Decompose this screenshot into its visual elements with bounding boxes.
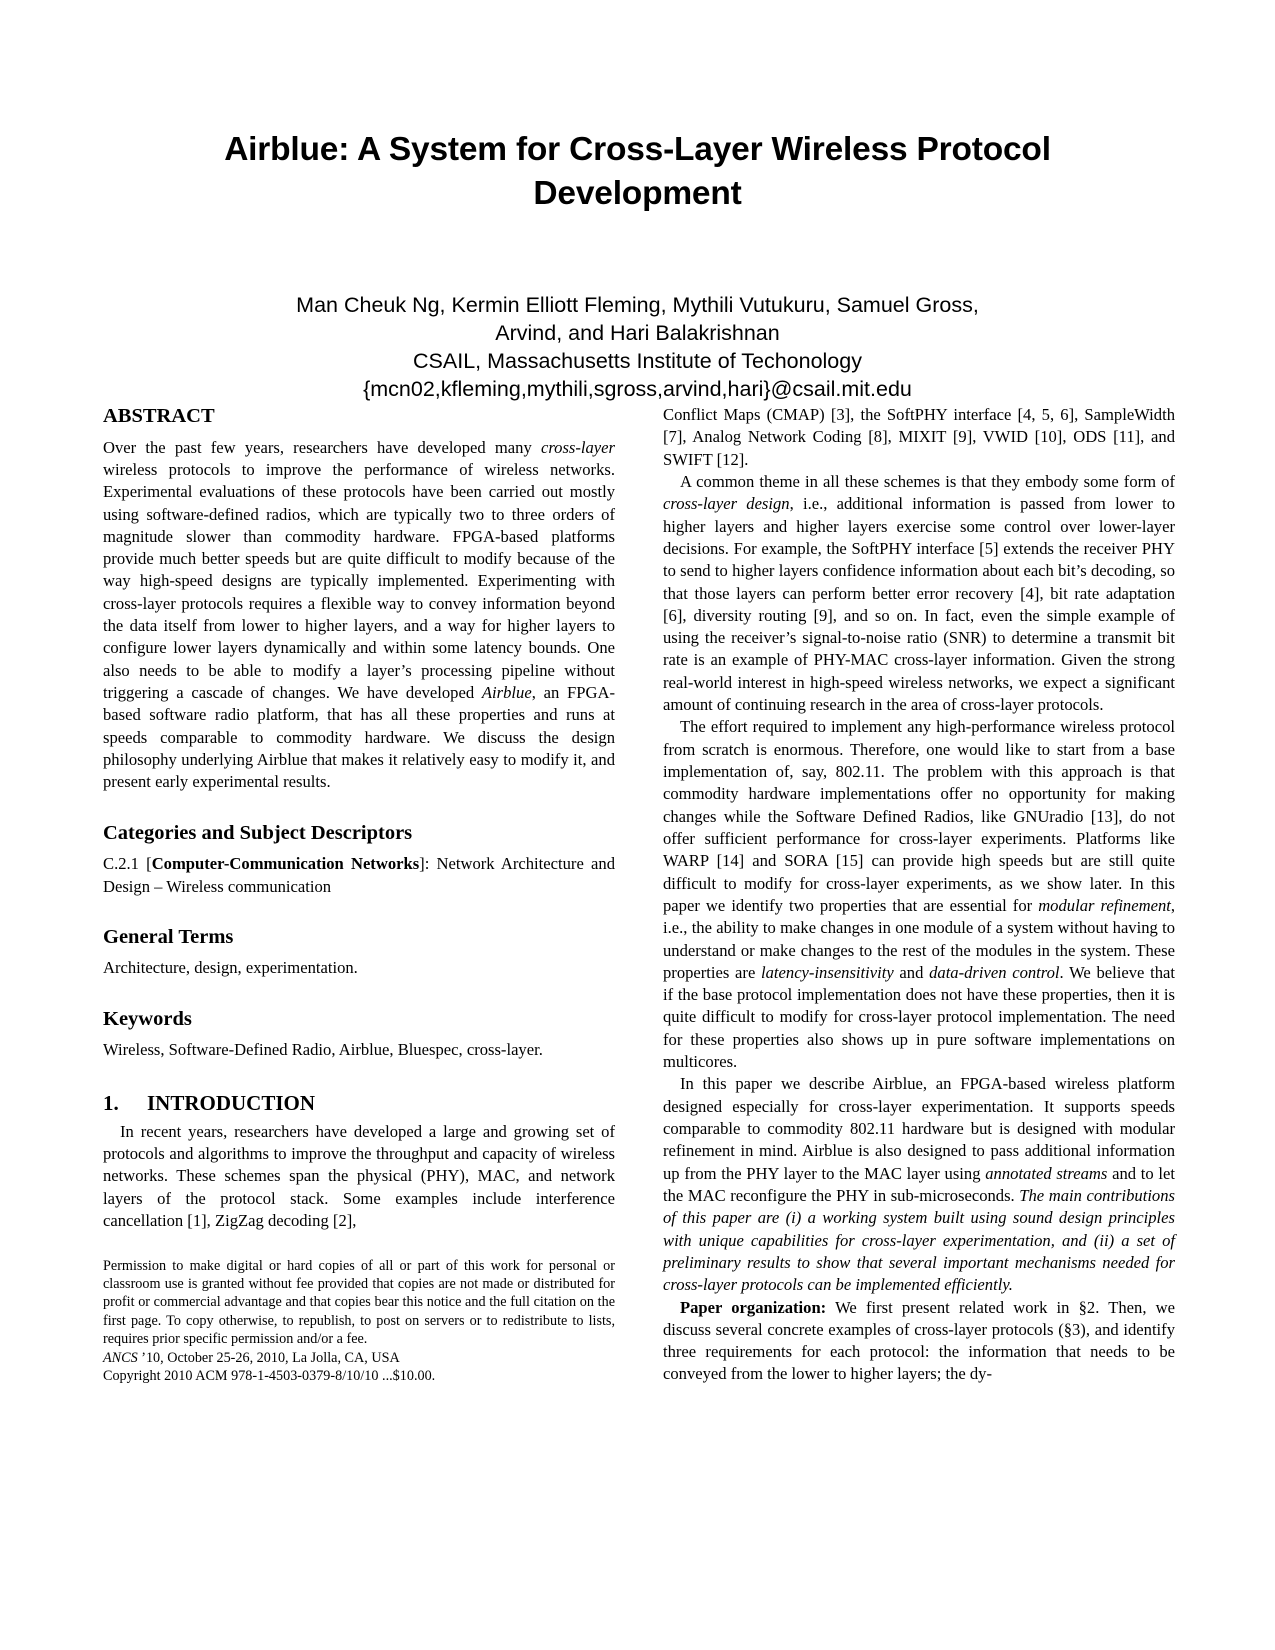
author-line-2: Arvind, and Hari Balakrishnan (495, 320, 780, 345)
introduction-heading (103, 1091, 615, 1116)
general-terms-heading: General Terms (103, 925, 234, 948)
keywords-text: Wireless, Software-Defined Radio, Airblue, Bluespec, cross-layer. (103, 1040, 543, 1060)
author-line-1: Man Cheuk Ng, Kermin Elliott Fleming, Mythili Vutukuru, Samuel Gross, (296, 292, 979, 317)
introduction-paragraph: In recent years, researchers have developed a large and growing set of protocols and algorithms to improve the throughput and capacity of wireless networks. These schemes span the physical (PHY), MAC, and network layers of the protocol stack. Some examples include interference cancellation [1], ZigZag decoding [2], (103, 1121, 615, 1231)
categories-text: C.2.1 [Computer-Communication Networks]: Network Architecture and Design – Wireless communication (103, 854, 615, 896)
copyright-footnote (103, 1253, 615, 1386)
general-terms-text: Architecture, design, experimentation. (103, 958, 358, 978)
title-block (0, 0, 1275, 404)
paragraph-paper-organization: Paper organization: We first present related work in §2. Then, we discuss several concrete examples of cross-layer protocols (§3), and identify three requirements for each protocol: the information that needs to be conveyed from the lower to higher layers; the dy- (663, 1297, 1175, 1384)
section-number: 1. (103, 1090, 119, 1115)
paragraph-effort-required: The effort required to implement any high-performance wireless protocol from scratch is enormous. Therefore, one would like to start from a base implementation of, say, 802.11. The problem with this approach is that commodity hardware implementations offer no opportunity for making changes while the Software Defined Radios, like GNUradio [13], do not offer sufficient performance for cross-layer experiments. Platforms like WARP [14] and SORA [15] can provide high speeds but are still quite difficult to modify for cross-layer experiments, as we show later. In this paper we identify two properties that are essential for modular refinement, i.e., the ability to make changes in one module of a system without having to understand or make changes to the rest of the modules in the system. These properties are latency-insensitivity and data-driven control. We believe that if the base protocol implementation does not have these properties, then it is quite difficult to modify for cross-layer protocol implementation. The need for these properties also shows up in pure software implementations on multicores. (663, 717, 1176, 1072)
paragraph-references-continuation: Conflict Maps (CMAP) [3], the SoftPHY interface [4, 5, 6], SampleWidth [7], Analog Network Coding [8], MIXIT [9], VWID [10], ODS [11], and SWIFT [12]. (663, 405, 1175, 469)
copyright-line: Copyright 2010 ACM 978-1-4503-0379-8/10/10 ...$10.00. (103, 1368, 436, 1385)
left-column (103, 404, 615, 1386)
abstract-heading: ABSTRACT (103, 405, 215, 427)
abstract-text: Over the past few years, researchers have developed many cross-layer wireless protocols to improve the performance of wireless networks. Experimental evaluations of these protocols have been carried out mostly using software-defined radios, which are typically two to three orders of magnitude slower than commodity hardware. FPGA-based platforms provide much better speeds but are quite difficult to modify because of the way high-speed designs are typically implemented. Experimenting with cross-layer protocols requires a flexible way to convey information beyond the data itself from lower to higher layers, and a way for higher layers to configure lower layers dynamically and within some latency bounds. One also needs to be able to modify a layer’s processing pipeline without triggering a cascade of changes. We have developed Airblue, an FPGA-based software radio platform, that has all these properties and runs at speeds comparable to commodity hardware. We discuss the design philosophy underlying Airblue that makes it relatively easy to modify it, and present early experimental results. (103, 437, 615, 792)
permission-notice: Permission to make digital or hard copies of all or part of this work for personal or classroom use is granted without fee provided that copies are not made or distributed for profit or commercial advantage and that copies bear this notice and the full citation on the first page. To copy otherwise, to republish, to post on servers or to redistribute to lists, requires prior specific permission and/or a fee. (103, 1257, 615, 1348)
paragraph-airblue-description: In this paper we describe Airblue, an FPGA-based wireless platform designed especially for cross-layer experimentation. It supports speeds comparable to commodity 802.11 hardware but is designed with modular refinement in mind. Airblue is also designed to pass additional information up from the PHY layer to the MAC layer using annotated streams and to let the MAC reconfigure the PHY in sub-microseconds. The main contributions of this paper are (i) a working system built using sound design principles with unique capabilities for cross-layer experimentation, and (ii) a set of preliminary results to show that several important mechanisms needed for cross-layer protocols can be implemented efficiently. (663, 1074, 1175, 1295)
author-block (148, 216, 1128, 404)
paragraph-common-theme: A common theme in all these schemes is that they embody some form of cross-layer design, i.e., additional information is passed from lower to higher layers and higher layers exercise some control over lower-layer decisions. For example, the SoftPHY interface [5] extends the receiver PHY to send to higher layers confidence information about each bit’s decoding, so that those layers can perform better error recovery [4], bit rate adaptation [6], diversity routing [9], and so on. In fact, even the simple example of using the receiver’s signal-to-noise ratio (SNR) to determine a transmit bit rate is an example of PHY-MAC cross-layer information. Given the strong real-world interest in high-speed wireless networks, we expect a significant amount of continuing research in the area of cross-layer protocols. (663, 471, 1175, 715)
body-columns (103, 404, 1175, 1386)
email-line: {mcn02,kfleming,mythili,sgross,arvind,hari}@csail.mit.edu (363, 376, 912, 401)
section-title: INTRODUCTION (147, 1090, 316, 1115)
page-title: Airblue: A System for Cross-Layer Wireless Protocol Development (224, 131, 1051, 212)
keywords-heading: Keywords (103, 1007, 192, 1030)
right-column (663, 404, 1175, 1386)
categories-heading: Categories and Subject Descriptors (103, 821, 413, 844)
affiliation-line: CSAIL, Massachusetts Institute of Techonology (413, 348, 862, 373)
conference-line: ANCS ’10, October 25-26, 2010, La Jolla, CA, USA (103, 1349, 400, 1366)
